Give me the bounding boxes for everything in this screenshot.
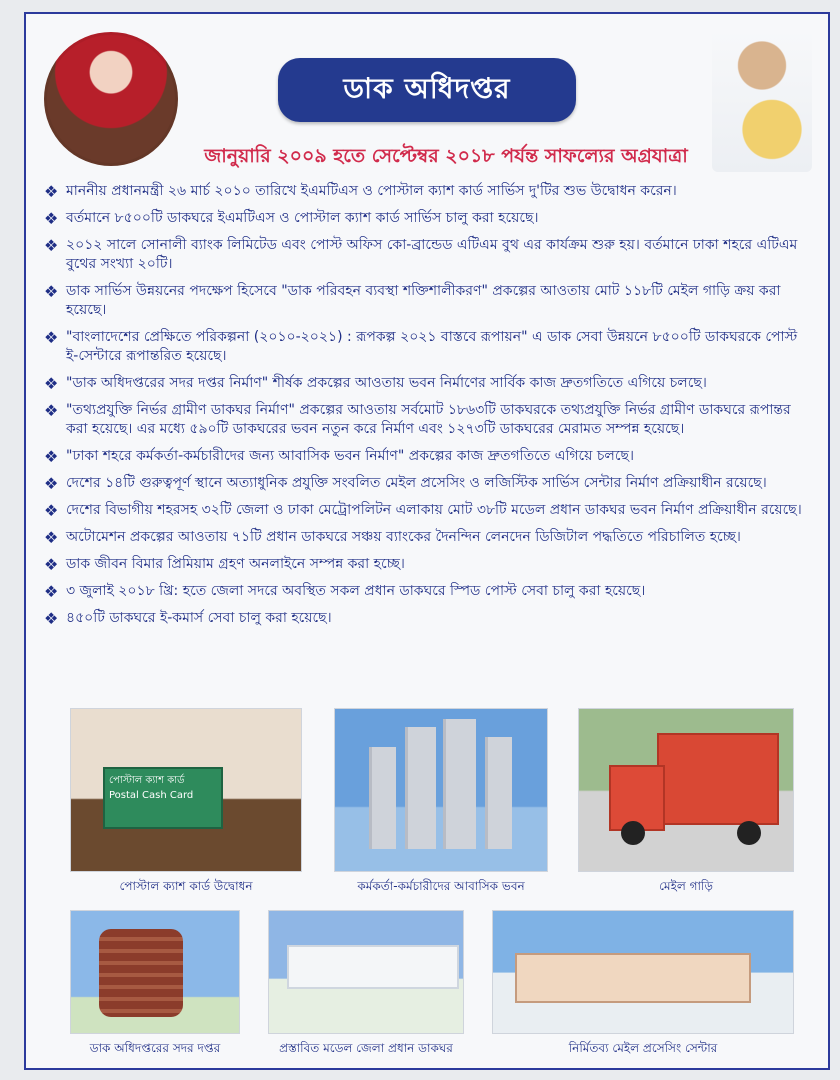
caption-mail-processing-center: নির্মিতব্য মেইল প্রসেসিং সেন্টার bbox=[568, 1041, 718, 1055]
wheel-icon bbox=[737, 821, 761, 845]
diamond-bullet-icon: ❖ bbox=[44, 236, 59, 255]
list-item: ❖ অটোমেশন প্রকল্পের আওতায় ৭১টি প্রধান ডাকঘরে সঞ্চয় ব্যাংকের দৈনন্দিন লেনদেন ডিজিটাল পদ্ধতিতে পরিচালিত হচ্ছে। bbox=[44, 528, 741, 547]
list-item: ❖ "ঢাকা শহরে কর্মকর্তা-কর্মচারীদের জন্য আবাসিক ভবন নির্মাণ" প্রকল্পের কাজ দ্রুতগতিতে এগিয়ে চলছে। bbox=[44, 447, 634, 466]
caption-residential-building: কর্মকর্তা-কর্মচারীদের আবাসিক ভবন bbox=[357, 879, 525, 893]
list-item: ❖ দেশের ১৪টি গুরুত্বপূর্ণ স্থানে অত্যাধুনিক প্রযুক্তি সংবলিত মেইল প্রসেসিং ও লজিস্টিক সার্ভিস সেন্টার নির্মাণ প্রক্রিয়াধীন রয়েছে। bbox=[44, 474, 767, 493]
caption-mail-van: মেইল গাড়ি bbox=[659, 879, 713, 893]
hq-drum-shape bbox=[99, 929, 183, 1017]
poster bbox=[24, 12, 830, 1070]
list-item: ❖ ডাক সার্ভিস উন্নয়নের পদক্ষেপ হিসেবে "ডাক পরিবহন ব্যবস্থা শক্তিশালীকরণ" প্রকল্পের আওতায় মোট ১১৮টি মেইল গাড়ি ক্রয় করা হয়েছে। bbox=[44, 282, 781, 318]
tower-shape bbox=[443, 719, 476, 849]
prime-minister-photo bbox=[44, 32, 178, 166]
residential-building-photo bbox=[334, 708, 548, 872]
mail-processing-center-photo bbox=[492, 910, 794, 1034]
diamond-bullet-icon: ❖ bbox=[44, 528, 59, 547]
list-item: ❖ মাননীয় প্রধানমন্ত্রী ২৬ মার্চ ২০১০ তারিখে ইএমটিএস ও পোস্টাল ক্যাশ কার্ড সার্ভিস দু'টির শুভ উদ্বোধন করেন। bbox=[44, 182, 677, 201]
list-item: ❖ "তথ্যপ্রযুক্তি নির্ভর গ্রামীণ ডাকঘর নির্মাণ" প্রকল্পের আওতায় সর্বমোট ১৮৬৩টি ডাকঘরকে তথ্যপ্রযুক্তি নির্ভর গ্রামীণ ডাকঘরে রূপান্তর করা হয়েছে। এর মধ্যে ৫৯০টি ডাকঘরের ভবন নতুন করে নির্মাণ এবং ১২৭৩টি ডাকঘরের মেরামত সম্পন্ন হয়েছে। bbox=[44, 401, 791, 437]
tower-shape bbox=[405, 727, 436, 849]
processing-center-shape bbox=[515, 953, 751, 1003]
list-item: ❖ ৩ জুলাই ২০১৮ খ্রি: হতে জেলা সদরে অবস্থিত সকল প্রধান ডাকঘরে স্পিড পোস্ট সেবা চালু করা হয়েছে। bbox=[44, 582, 646, 601]
tower-shape bbox=[369, 747, 396, 849]
diamond-bullet-icon: ❖ bbox=[44, 447, 59, 466]
postal-cash-card-launch-photo bbox=[70, 708, 302, 872]
caption-postal-cash-card: পোস্টাল ক্যাশ কার্ড উদ্বোধন bbox=[119, 879, 253, 893]
bangabandhu-photo bbox=[712, 30, 812, 172]
page-title: ডাক অধিদপ্তর bbox=[278, 58, 576, 122]
postal-cash-card-icon: পোস্টাল ক্যাশ কার্ড Postal Cash Card bbox=[103, 767, 223, 829]
caption-hq-building: ডাক অধিদপ্তরের সদর দপ্তর bbox=[89, 1041, 221, 1055]
page-subtitle: জানুয়ারি ২০০৯ হতে সেপ্টেম্বর ২০১৮ পর্যন্ত সাফল্যের অগ্রযাত্রা bbox=[204, 145, 688, 167]
hq-building-photo bbox=[70, 910, 240, 1034]
diamond-bullet-icon: ❖ bbox=[44, 182, 59, 201]
diamond-bullet-icon: ❖ bbox=[44, 328, 59, 347]
diamond-bullet-icon: ❖ bbox=[44, 209, 59, 228]
list-item: ❖ ৪৫০টি ডাকঘরে ই-কমার্স সেবা চালু করা হয়েছে। bbox=[44, 609, 332, 628]
caption-model-post-office: প্রস্তাবিত মডেল জেলা প্রধান ডাকঘর bbox=[279, 1041, 453, 1055]
diamond-bullet-icon: ❖ bbox=[44, 401, 59, 420]
diamond-bullet-icon: ❖ bbox=[44, 501, 59, 520]
wheel-icon bbox=[621, 821, 645, 845]
mail-van-body bbox=[657, 733, 779, 825]
diamond-bullet-icon: ❖ bbox=[44, 555, 59, 574]
diamond-bullet-icon: ❖ bbox=[44, 582, 59, 601]
diamond-bullet-icon: ❖ bbox=[44, 282, 59, 301]
list-item: ❖ "বাংলাদেশের প্রেক্ষিতে পরিকল্পনা (২০১০-২০২১) : রূপকল্প ২০২১ বাস্তবে রূপায়ন" এ ডাক সেবা উন্নয়নে ৮৫০০টি ডাকঘরকে পোস্ট ই-সেন্টারে রূপান্তরিত হয়েছে। bbox=[44, 328, 798, 364]
diamond-bullet-icon: ❖ bbox=[44, 374, 59, 393]
list-item: ❖ বর্তমানে ৮৫০০টি ডাকঘরে ইএমটিএস ও পোস্টাল ক্যাশ কার্ড সার্ভিস চালু করা হয়েছে। bbox=[44, 209, 539, 228]
list-item: ❖ "ডাক অধিদপ্তরের সদর দপ্তর নির্মাণ" শীর্ষক প্রকল্পের আওতায় ভবন নির্মাণের সার্বিক কাজ দ্রুতগতিতে এগিয়ে চলছে। bbox=[44, 374, 707, 393]
list-item: ❖ ডাক জীবন বিমার প্রিমিয়াম গ্রহণ অনলাইনে সম্পন্ন করা হচ্ছে। bbox=[44, 555, 405, 574]
diamond-bullet-icon: ❖ bbox=[44, 609, 59, 628]
low-building-shape bbox=[287, 945, 459, 989]
list-item: ❖ ২০১২ সালে সোনালী ব্যাংক লিমিটেড এবং পোস্ট অফিস কো-ব্রান্ডেড এটিএম বুথ এর কার্যক্রম শুরু হয়। বর্তমানে ঢাকা শহরে এটিএম বুথের সংখ্যা ২০টি। bbox=[44, 236, 798, 272]
model-post-office-photo bbox=[268, 910, 464, 1034]
diamond-bullet-icon: ❖ bbox=[44, 474, 59, 493]
list-item: ❖ দেশের বিভাগীয় শহরসহ ৩২টি জেলা ও ঢাকা মেট্রোপলিটন এলাকায় মোট ৩৮টি মডেল প্রধান ডাকঘর ভবন নির্মাণ প্রক্রিয়াধীন রয়েছে। bbox=[44, 501, 802, 520]
achievement-list bbox=[44, 182, 814, 636]
tower-shape bbox=[485, 737, 512, 849]
mail-van-photo bbox=[578, 708, 794, 872]
